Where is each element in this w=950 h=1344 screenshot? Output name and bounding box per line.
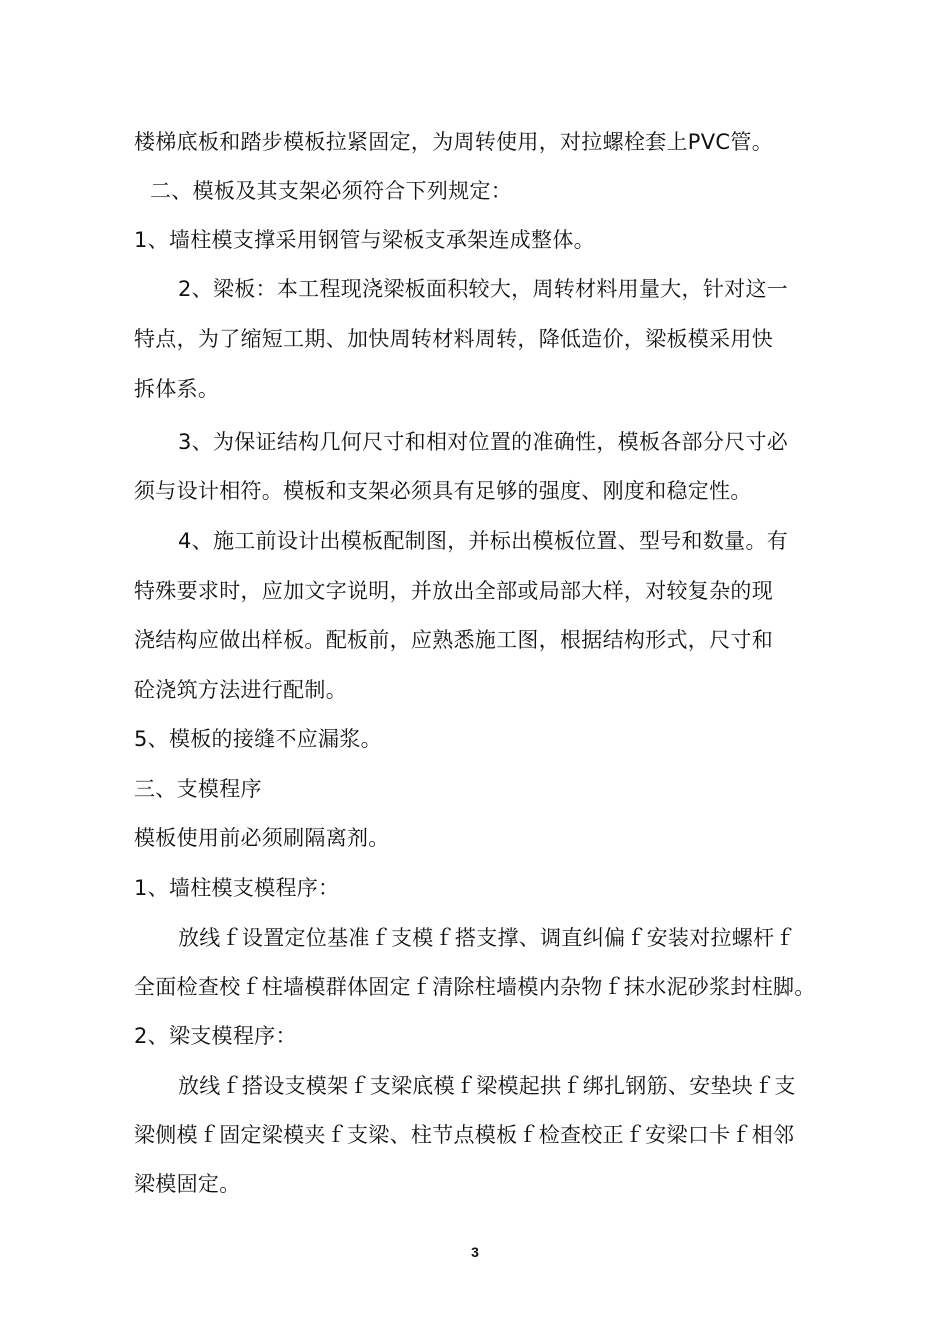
text-line-21: 梁侧模ｆ固定梁模夹ｆ支梁、柱节点模板ｆ检查校正ｆ安梁口卡ｆ相邻: [134, 1123, 795, 1147]
text-line-16: 1、墙柱模支模程序：: [134, 876, 340, 900]
text-line-7: 3、为保证结构几何尺寸和相对位置的准确性，模板各部分尺寸必: [178, 430, 789, 454]
text-line-13: 5、模板的接缝不应漏浆。: [134, 727, 382, 751]
text-line-12: 砼浇筑方法进行配制。: [134, 678, 347, 702]
text-line-22: 梁模固定。: [134, 1172, 241, 1196]
text-line-17: 放线ｆ设置定位基准ｆ支模ｆ搭支撑、调直纠偏ｆ安装对拉螺杆ｆ: [178, 926, 796, 950]
text-line-18: 全面检查校ｆ柱墙模群体固定ｆ清除柱墙模内杂物ｆ抹水泥砂浆封柱脚。: [134, 975, 816, 999]
section-heading-2: 二、模板及其支架必须符合下列规定：: [150, 179, 513, 203]
text-line-3: 1、墙柱模支撑采用钢管与梁板支承架连成整体。: [134, 228, 595, 252]
text-line-19: 2、梁支模程序：: [134, 1024, 297, 1048]
text-line-1: 楼梯底板和踏步模板拉紧固定，为周转使用，对拉螺栓套上PVC管。: [134, 130, 773, 154]
text-line-6: 拆体系。: [134, 377, 220, 401]
text-line-10: 特殊要求时，应加文字说明，并放出全部或局部大样，对较复杂的现: [134, 579, 773, 603]
text-line-11: 浇结构应做出样板。配板前，应熟悉施工图，根据结构形式，尺寸和: [134, 628, 773, 652]
text-line-5: 特点，为了缩短工期、加快周转材料周转，降低造价，梁板模采用快: [134, 327, 773, 351]
text-line-4: 2、梁板：本工程现浇梁板面积较大，周转材料用量大，针对这一: [178, 277, 789, 301]
text-line-9: 4、施工前设计出模板配制图，并标出模板位置、型号和数量。有: [178, 529, 789, 553]
text-line-15: 模板使用前必须刷隔离剂。: [134, 826, 390, 850]
page-number: 3: [471, 1244, 479, 1260]
section-heading-3: 三、支模程序: [134, 777, 262, 801]
text-line-8: 须与设计相符。模板和支架必须具有足够的强度、刚度和稳定性。: [134, 479, 752, 503]
text-line-20: 放线ｆ搭设支模架ｆ支梁底模ｆ梁模起拱ｆ绑扎钢筋、安垫块ｆ支: [178, 1074, 796, 1098]
